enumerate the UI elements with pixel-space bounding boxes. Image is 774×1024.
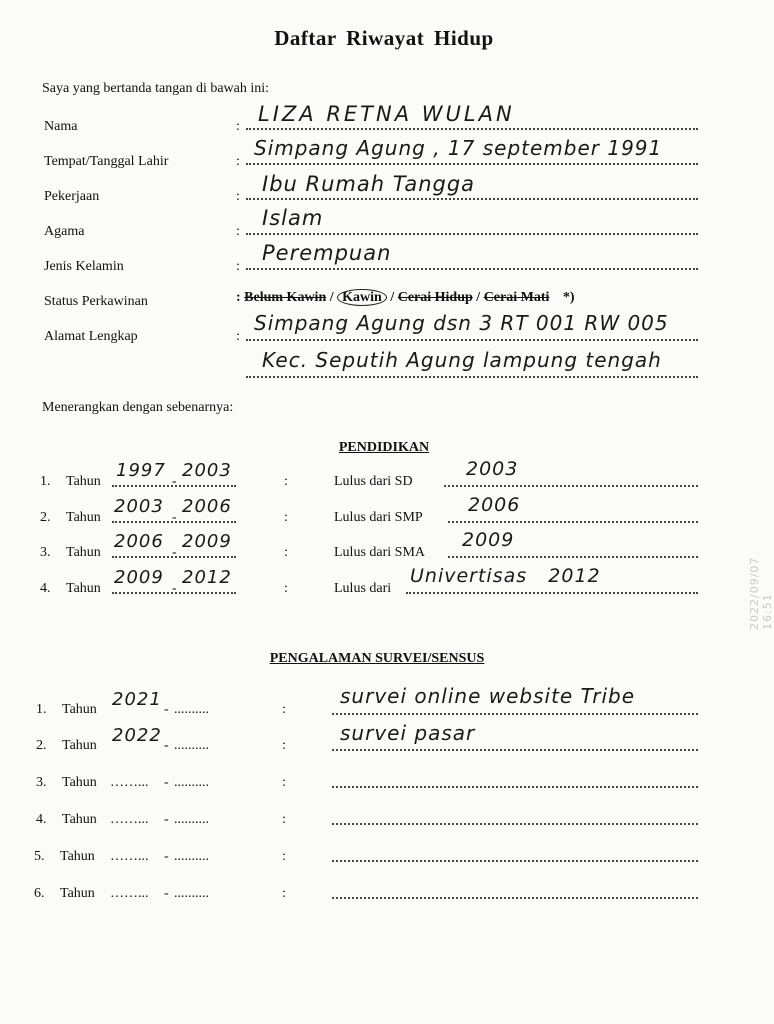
tahun-label: Tahun [62,702,97,717]
tahun-label: Tahun [66,474,101,489]
dotted-line [246,128,698,130]
colon: : [236,224,240,239]
row-number: 1. [40,474,51,489]
dash: - [164,702,169,717]
year-to: 2012 [182,567,232,588]
dash: - [164,775,169,790]
year-to: 2009 [182,531,232,552]
year-from: 1997 [116,460,166,481]
survey-value: survei pasar [340,721,476,745]
label-status: Status Perkawinan [44,294,148,309]
label-jenis-kelamin: Jenis Kelamin [44,259,124,274]
tahun-label: Tahun [66,545,101,560]
tahun-label: Tahun [62,738,97,753]
row-number: 2. [40,510,51,525]
colon: : [236,154,240,169]
tahun-label: Tahun [66,510,101,525]
lulus-label: Lulus dari SMA [334,545,425,560]
dotted-line [246,163,698,165]
row-number: 2. [36,738,47,753]
lulus-value: 2009 [462,529,515,551]
year-from: ……... [110,812,149,827]
year-to: .......... [174,886,209,901]
value-alamat-2: Kec. Seputih Agung lampung tengah [262,348,662,372]
row-number: 4. [36,812,47,827]
dotted-line [246,198,698,200]
tahun-label: Tahun [60,849,95,864]
dotted-line [448,521,698,523]
label-ttl: Tempat/Tanggal Lahir [44,154,169,169]
dash: - [164,886,169,901]
colon: : [282,702,286,717]
photo-timestamp: 2022/09/07 16:51 [748,556,774,630]
dotted-line [246,268,698,270]
label-alamat: Alamat Lengkap [44,329,138,344]
dotted-line [332,786,698,788]
dotted-line [246,233,698,235]
intro-text: Saya yang bertanda tangan di bawah ini: [42,81,270,96]
section-heading-survei: PENGALAMAN SURVEI/SENSUS [269,651,485,666]
tahun-label: Tahun [62,775,97,790]
colon: : [284,510,288,525]
year-to: 2006 [182,496,232,517]
survey-value: survei online website Tribe [340,684,636,708]
value-ttl: Simpang Agung , 17 september 1991 [254,136,663,160]
value-nama: LIZA RETNA WULAN [258,102,515,126]
year-from: 2006 [114,531,164,552]
lulus-label: Lulus dari SMP [334,510,423,525]
dotted-line [332,749,698,751]
dotted-line [246,376,698,378]
year-from: ……... [110,775,149,790]
page-title: Daftar Riwayat Hidup [274,26,494,50]
colon: : [284,545,288,560]
year-to: .......... [174,812,209,827]
dash: - [172,474,177,489]
dash: - [172,545,177,560]
colon: : [282,738,286,753]
colon: : [282,812,286,827]
lulus-value: Univertisas 2012 [410,565,601,587]
dash: - [172,581,177,596]
year-from: 2003 [114,496,164,517]
label-pekerjaan: Pekerjaan [44,189,100,204]
row-number: 3. [36,775,47,790]
colon: : [284,581,288,596]
value-alamat-1: Simpang Agung dsn 3 RT 001 RW 005 [254,311,669,335]
year-from: 2022 [112,725,162,746]
colon: : [282,849,286,864]
year-to: .......... [174,849,209,864]
colon: : [282,775,286,790]
year-from: 2021 [112,689,162,710]
colon: : [236,119,240,134]
dotted-line [332,897,698,899]
label-nama: Nama [44,119,78,134]
row-number: 1. [36,702,47,717]
value-pekerjaan: Ibu Rumah Tangga [262,172,476,196]
dash: - [172,510,177,525]
section-heading-pendidikan: PENDIDIKAN [338,440,430,455]
year-to: .......... [174,738,209,753]
value-jenis-kelamin: Perempuan [262,241,392,265]
status-kawin-selected: Kawin [337,289,387,306]
year-from: ……... [110,886,149,901]
dotted-line [332,823,698,825]
status-note: *) [562,290,575,305]
colon: : [236,329,240,344]
lulus-value: 2006 [468,494,521,516]
colon: : [236,189,240,204]
label-agama: Agama [44,224,85,239]
colon: : [282,886,286,901]
declaration-text: Menerangkan dengan sebenarnya: [42,400,234,415]
row-number: 6. [34,886,45,901]
tahun-label: Tahun [66,581,101,596]
dotted-line [444,485,698,487]
row-number: 4. [40,581,51,596]
row-number: 5. [34,849,45,864]
tahun-label: Tahun [62,812,97,827]
status-belum-kawin: Belum Kawin [244,290,327,305]
dash: - [164,738,169,753]
colon: : [284,474,288,489]
status-cerai-hidup: Cerai Hidup [397,290,473,305]
colon: : [236,259,240,274]
lulus-label: Lulus dari [334,581,392,596]
status-cerai-mati: Cerai Mati [483,290,550,305]
dotted-line [406,592,698,594]
dotted-line [448,556,698,558]
year-from: 2009 [114,567,164,588]
dotted-line [332,860,698,862]
year-to: .......... [174,775,209,790]
dotted-line [246,339,698,341]
dotted-line [332,713,698,715]
value-agama: Islam [262,206,324,230]
row-number: 3. [40,545,51,560]
dash: - [164,849,169,864]
tahun-label: Tahun [60,886,95,901]
status-options: : Belum Kawin / Kawin / Cerai Hidup / Cerai Mati *) [236,290,575,305]
lulus-value: 2003 [466,458,519,480]
lulus-label: Lulus dari SD [334,474,413,489]
dash: - [164,812,169,827]
year-to: .......... [174,702,209,717]
year-to: 2003 [182,460,232,481]
year-from: ……... [110,849,149,864]
